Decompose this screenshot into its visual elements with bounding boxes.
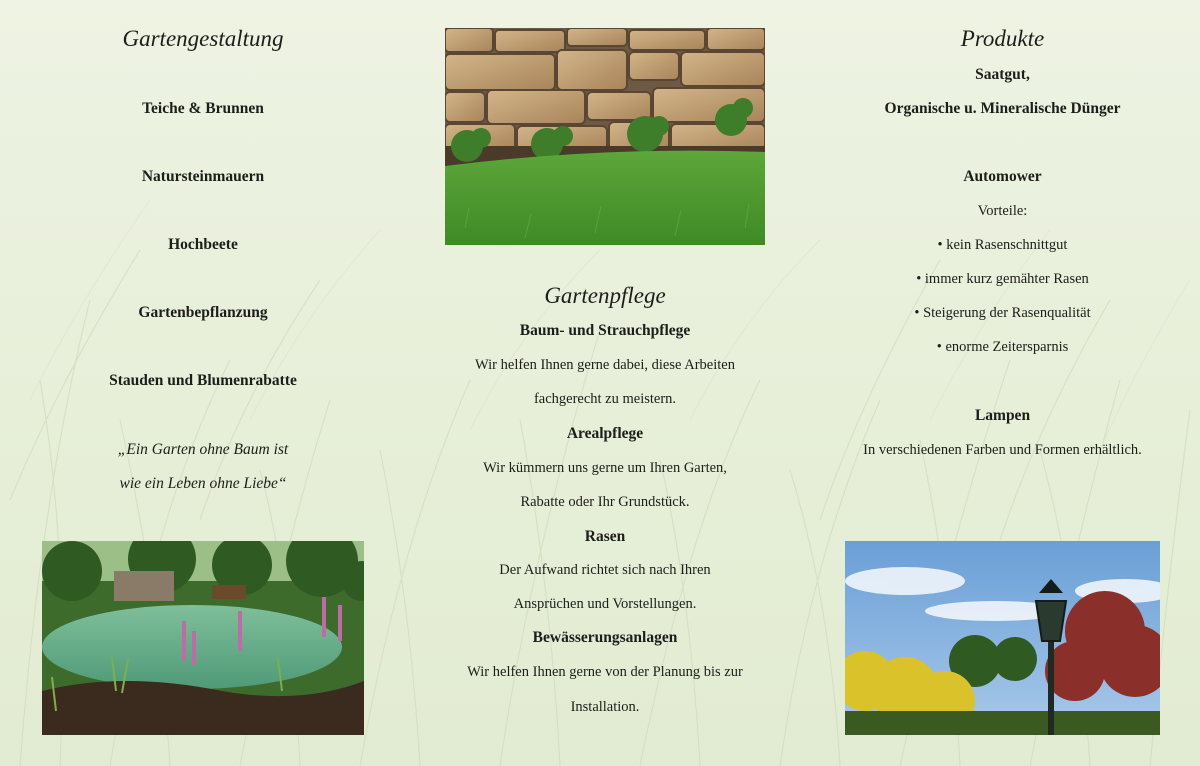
advantage-item: • Steigerung der Rasenqualität (914, 305, 1091, 321)
section-text-area-care-1: Wir kümmern uns gerne um Ihren Garten, (483, 460, 727, 476)
service-item-raised-beds: Hochbeete (168, 236, 238, 253)
section-title-area-care: Arealpflege (566, 425, 644, 442)
service-item-perennials: Stauden und Blumenrabatte (109, 372, 297, 389)
garden-lamp-photo (845, 541, 1160, 735)
section-title-tree-care: Baum- und Strauchpflege (519, 322, 691, 339)
products-fertilizer: Organische u. Mineralische Dünger (884, 100, 1121, 117)
quote-line-1: „Ein Garten ohne Baum ist (117, 441, 289, 458)
lamps-title: Lampen (974, 407, 1031, 424)
service-item-stone-walls: Natursteinmauern (141, 168, 265, 185)
service-item-planting: Gartenbepflanzung (138, 304, 268, 321)
automower-title: Automower (963, 168, 1042, 185)
section-text-area-care-2: Rabatte oder Ihr Grundstück. (520, 494, 690, 510)
section-title-lawn: Rasen (584, 528, 626, 545)
products-seed: Saatgut, (975, 66, 1030, 83)
stone-wall-lawn-photo (445, 28, 765, 245)
section-text-irrigation-1: Wir helfen Ihnen gerne von der Planung bis zur (467, 664, 743, 680)
gartengestaltung-heading: Gartengestaltung (122, 26, 284, 51)
section-text-lawn-2: Ansprüchen und Vorstellungen. (513, 596, 697, 612)
service-item-ponds: Teiche & Brunnen (142, 100, 264, 117)
section-text-tree-care-1: Wir helfen Ihnen gerne dabei, diese Arbeiten (475, 357, 735, 373)
garden-pond-photo (42, 541, 364, 735)
gartenpflege-heading: Gartenpflege (544, 283, 666, 308)
quote-line-2: wie ein Leben ohne Liebe“ (119, 475, 287, 492)
advantage-item: • enorme Zeitersparnis (936, 339, 1069, 355)
advantage-item: • kein Rasenschnittgut (937, 237, 1068, 253)
advantage-item: • immer kurz gemähter Rasen (916, 271, 1089, 287)
produkte-heading: Produkte (960, 26, 1045, 51)
section-text-irrigation-2: Installation. (570, 699, 640, 715)
lamps-text: In verschiedenen Farben und Formen erhältlich. (863, 442, 1142, 458)
advantages-label: Vorteile: (977, 203, 1028, 219)
section-text-lawn-1: Der Aufwand richtet sich nach Ihren (499, 562, 711, 578)
section-title-irrigation: Bewässerungsanlagen (532, 629, 678, 646)
section-text-tree-care-2: fachgerecht zu meistern. (533, 391, 677, 407)
